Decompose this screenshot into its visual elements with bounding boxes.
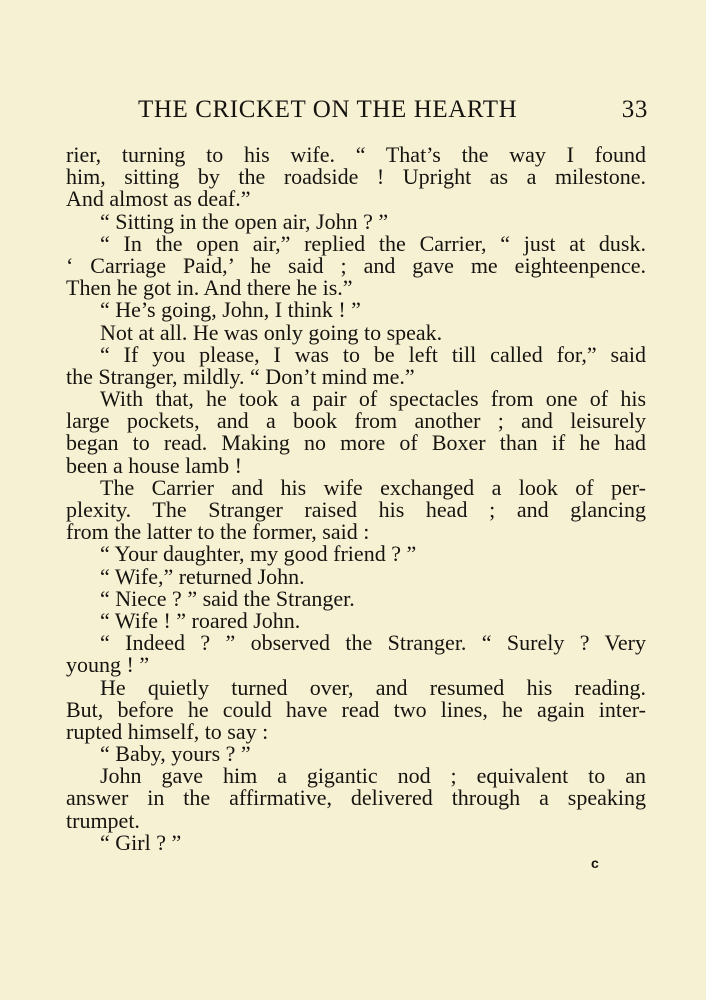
text-line-8: “ He’s going, John, I think ! ” [100, 297, 361, 323]
text-line-23: “ Indeed ? ” observed the Stranger. “ Surely ? Very [100, 630, 646, 656]
text-line-27: rupted himself, to say : [66, 718, 269, 744]
text-line-20: “ Wife,” returned John. [100, 563, 305, 589]
text-line-19: “ Your daughter, my good friend ? ” [100, 541, 417, 567]
text-line-13: large pockets, and a book from another ; and leisurely [66, 408, 646, 434]
text-line-4: “ Sitting in the open air, John ? ” [100, 208, 389, 234]
text-line-12: With that, he took a pair of spectacles from one of his [100, 386, 646, 412]
text-line-31: trumpet. [66, 807, 140, 833]
text-line-25: He quietly turned over, and resumed his reading. [100, 674, 646, 700]
page-number: 33 [621, 96, 648, 123]
text-line-26: But, before he could have read two lines, he again inter- [66, 696, 646, 722]
text-line-2: him, sitting by the roadside ! Upright as a milestone. [66, 164, 646, 190]
text-line-7: Then he got in. And there he is.” [66, 275, 353, 301]
text-line-10: “ If you please, I was to be left till called for,” said [100, 341, 646, 367]
text-line-22: “ Wife ! ” roared John. [100, 607, 301, 633]
text-line-1: rier, turning to his wife. “ That’s the way I found [66, 142, 646, 167]
text-line-14: began to read. Making no more of Boxer than if he had [66, 430, 646, 456]
text-line-5: “ In the open air,” replied the Carrier, “ just at dusk. [100, 230, 646, 256]
text-line-6: ‘ Carriage Paid,’ he said ; and gave me eighteenpence. [66, 252, 646, 278]
text-line-11: the Stranger, mildly. “ Don’t mind me.” [66, 363, 415, 389]
text-line-3: And almost as deaf.” [66, 186, 251, 212]
text-line-28: “ Baby, yours ? ” [100, 741, 251, 767]
running-head [66, 92, 648, 132]
text-line-21: “ Niece ? ” said the Stranger. [100, 585, 355, 611]
text-line-15: been a house lamb ! [66, 452, 242, 478]
text-line-16: The Carrier and his wife exchanged a look of per- [100, 474, 646, 500]
text-line-30: answer in the affirmative, delivered through a speaking [66, 785, 646, 811]
text-line-29: John gave him a gigantic nod ; equivalent to an [100, 763, 646, 789]
text-line-18: from the latter to the former, said : [66, 519, 370, 545]
signature-mark: c [591, 855, 599, 871]
text-line-17: plexity. The Stranger raised his head ; and glancing [66, 497, 646, 522]
running-title: THE CRICKET ON THE HEARTH [138, 96, 518, 123]
body-text [66, 144, 646, 854]
text-line-24: young ! ” [66, 652, 150, 678]
text-line-9: Not at all. He was only going to speak. [100, 319, 443, 345]
text-line-32: “ Girl ? ” [100, 829, 182, 855]
